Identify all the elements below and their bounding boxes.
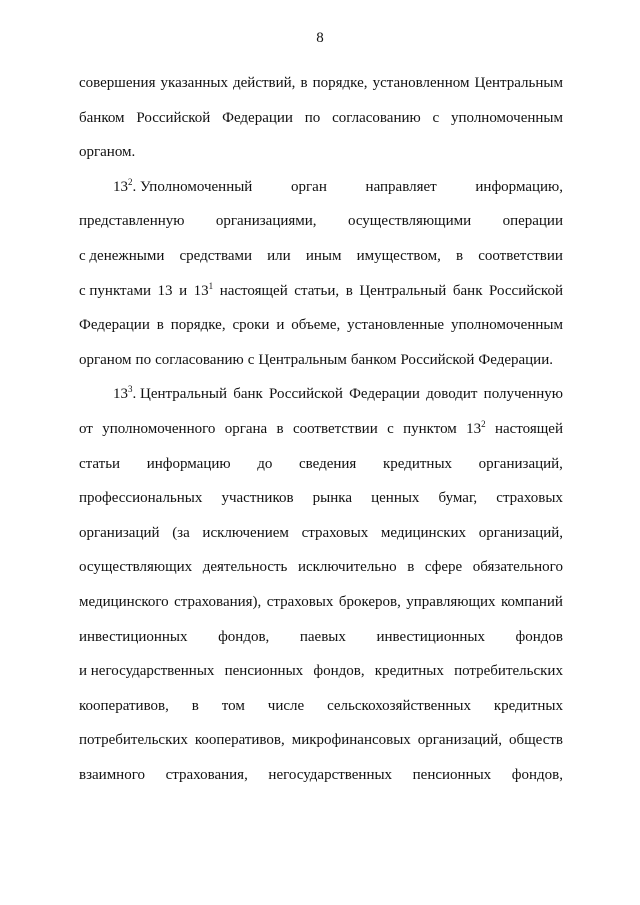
word: от	[79, 420, 93, 437]
word: банком	[79, 109, 125, 126]
word: настоящей	[494, 420, 563, 437]
word: паевых	[299, 628, 346, 645]
word: рынка	[312, 490, 352, 507]
word: Федерации	[79, 317, 150, 334]
word: орган	[291, 178, 327, 195]
word: пунктом	[403, 420, 457, 437]
word: соответствии	[478, 247, 563, 264]
text-line	[79, 281, 563, 316]
word: страховых	[301, 524, 369, 541]
word: согласованию	[332, 109, 421, 126]
word: с	[432, 109, 440, 126]
word: и	[179, 282, 188, 299]
text-line	[79, 696, 563, 731]
word: совершения	[79, 75, 156, 91]
word: потребительских	[454, 663, 563, 680]
word: и	[276, 317, 285, 334]
word: средствами	[179, 247, 253, 264]
word: обществ	[508, 732, 563, 749]
document-body	[79, 73, 563, 799]
text-line	[79, 557, 563, 592]
word: осуществляющих	[79, 559, 193, 576]
word: (за	[172, 524, 190, 541]
word: полученную	[483, 386, 563, 403]
word: соответствии	[292, 420, 378, 437]
word: бумаг,	[438, 490, 478, 507]
word: $13^1$	[193, 280, 214, 299]
word: организаций,	[417, 732, 503, 749]
word: действий,	[233, 75, 296, 91]
word: взаимного	[79, 766, 145, 783]
word: исключением	[202, 524, 289, 541]
word: иным	[305, 247, 342, 264]
word: профессиональных	[79, 490, 203, 507]
word: обязательного	[472, 559, 563, 576]
word: ценных	[371, 490, 420, 507]
text-line	[79, 73, 563, 108]
word: настоящей	[219, 282, 288, 299]
word: Центральным	[474, 75, 563, 91]
word: в	[407, 559, 415, 576]
word: банк	[452, 282, 483, 299]
word: органа	[224, 420, 268, 437]
word: банком	[350, 351, 397, 368]
word: уполномоченным	[450, 109, 563, 126]
word: пенсионных	[412, 766, 492, 783]
word: страхования,	[165, 766, 248, 783]
word: организаций,	[478, 524, 563, 541]
word: в	[276, 420, 284, 437]
text-line	[79, 661, 563, 696]
word: пенсионных	[224, 663, 304, 680]
word: кооперативов,	[194, 732, 285, 749]
text-line	[79, 108, 563, 143]
word: Российской	[268, 386, 343, 403]
word: Российской	[136, 109, 211, 126]
word: или	[267, 247, 291, 264]
word: кредитных	[382, 455, 453, 472]
word: в	[191, 697, 199, 714]
word: кредитных	[493, 697, 563, 714]
word: брокеров,	[338, 593, 401, 610]
word: негосударственных	[268, 766, 393, 783]
word: страховых	[266, 593, 334, 610]
word: сроки	[232, 317, 270, 334]
word: организаций,	[478, 455, 563, 472]
word: осуществляющими	[347, 213, 472, 230]
text-line	[79, 211, 563, 246]
word: установленном	[372, 75, 470, 91]
word: инвестиционных	[376, 628, 485, 645]
text-line	[79, 765, 563, 800]
text-line	[79, 384, 563, 419]
word: страхования),	[174, 593, 262, 610]
word: кредитных	[374, 663, 444, 680]
text-line	[79, 177, 563, 212]
word: кооперативов,	[79, 697, 169, 714]
text-line	[79, 419, 563, 454]
word: фондов,	[511, 766, 563, 783]
word: $13^2$	[466, 418, 486, 437]
word: органом.	[79, 144, 136, 161]
word: Федерации.	[478, 351, 553, 368]
word: с	[247, 351, 255, 368]
word: сельскохозяйственных	[327, 697, 471, 714]
word: $13^2$. Уполномоченный	[113, 176, 253, 195]
word: информацию,	[475, 178, 563, 195]
word: представленную	[79, 213, 185, 230]
word: $13^3$. Центральный	[113, 384, 228, 403]
word: уполномоченным	[450, 317, 563, 334]
text-line	[79, 523, 563, 558]
word: с	[387, 420, 394, 437]
word: по	[304, 109, 321, 126]
word: медицинского	[79, 593, 169, 610]
text-line	[79, 592, 563, 627]
text-line	[79, 454, 563, 489]
text-line	[79, 315, 563, 350]
word: и негосударственных	[79, 663, 215, 680]
text-line	[79, 246, 563, 281]
word: страховых	[496, 490, 563, 507]
word: статьи,	[294, 282, 340, 299]
word: объеме,	[291, 317, 341, 334]
word: уполномоченного	[102, 420, 216, 437]
word: установленные	[347, 317, 445, 334]
word: 13	[157, 282, 173, 299]
word: медицинских	[380, 524, 467, 541]
word: Федерации	[222, 109, 293, 126]
word: статьи	[79, 455, 121, 472]
word: деятельность	[202, 559, 288, 576]
word: порядке,	[170, 317, 226, 334]
word: сфере	[424, 559, 463, 576]
word: имуществом,	[356, 247, 441, 264]
word: фондов,	[218, 628, 270, 645]
word: по	[135, 351, 152, 368]
word: банк	[233, 386, 263, 403]
text-line	[79, 730, 563, 765]
word: до	[257, 455, 273, 472]
word: компаний	[500, 593, 563, 610]
word: том	[221, 697, 245, 714]
word: инвестиционных	[79, 628, 188, 645]
word: исключительно	[297, 559, 397, 576]
word: организациями,	[215, 213, 317, 230]
word: порядке,	[312, 75, 368, 91]
word: органом	[79, 351, 132, 368]
text-line	[79, 488, 563, 523]
word: участников	[221, 490, 294, 507]
word: доводит	[426, 386, 478, 403]
word: Центральный	[359, 282, 447, 299]
word: в	[345, 282, 353, 299]
word: операции	[502, 213, 563, 230]
word: с пунктами	[79, 282, 151, 299]
word: указанных	[160, 75, 228, 91]
word: фондов,	[313, 663, 365, 680]
word: направляет	[365, 178, 437, 195]
text-line	[79, 142, 563, 177]
word: потребительских	[79, 732, 188, 749]
word: в	[156, 317, 164, 334]
word: в	[455, 247, 464, 264]
text-line	[79, 627, 563, 662]
word: согласованию	[155, 351, 244, 368]
word: числе	[267, 697, 305, 714]
word: Центральным	[258, 351, 347, 368]
word: микрофинансовых	[291, 732, 411, 749]
word: с денежными	[79, 247, 165, 264]
word: Российской	[400, 351, 475, 368]
word: фондов	[515, 628, 563, 645]
word: Федерации	[349, 386, 420, 403]
word: сведения	[298, 455, 357, 472]
page-number: 8	[316, 30, 324, 46]
word: в	[300, 75, 308, 91]
word: информацию	[146, 455, 231, 472]
word: организаций	[79, 524, 160, 541]
word: управляющих	[406, 593, 496, 610]
word: Российской	[489, 282, 563, 299]
text-line	[79, 350, 563, 385]
